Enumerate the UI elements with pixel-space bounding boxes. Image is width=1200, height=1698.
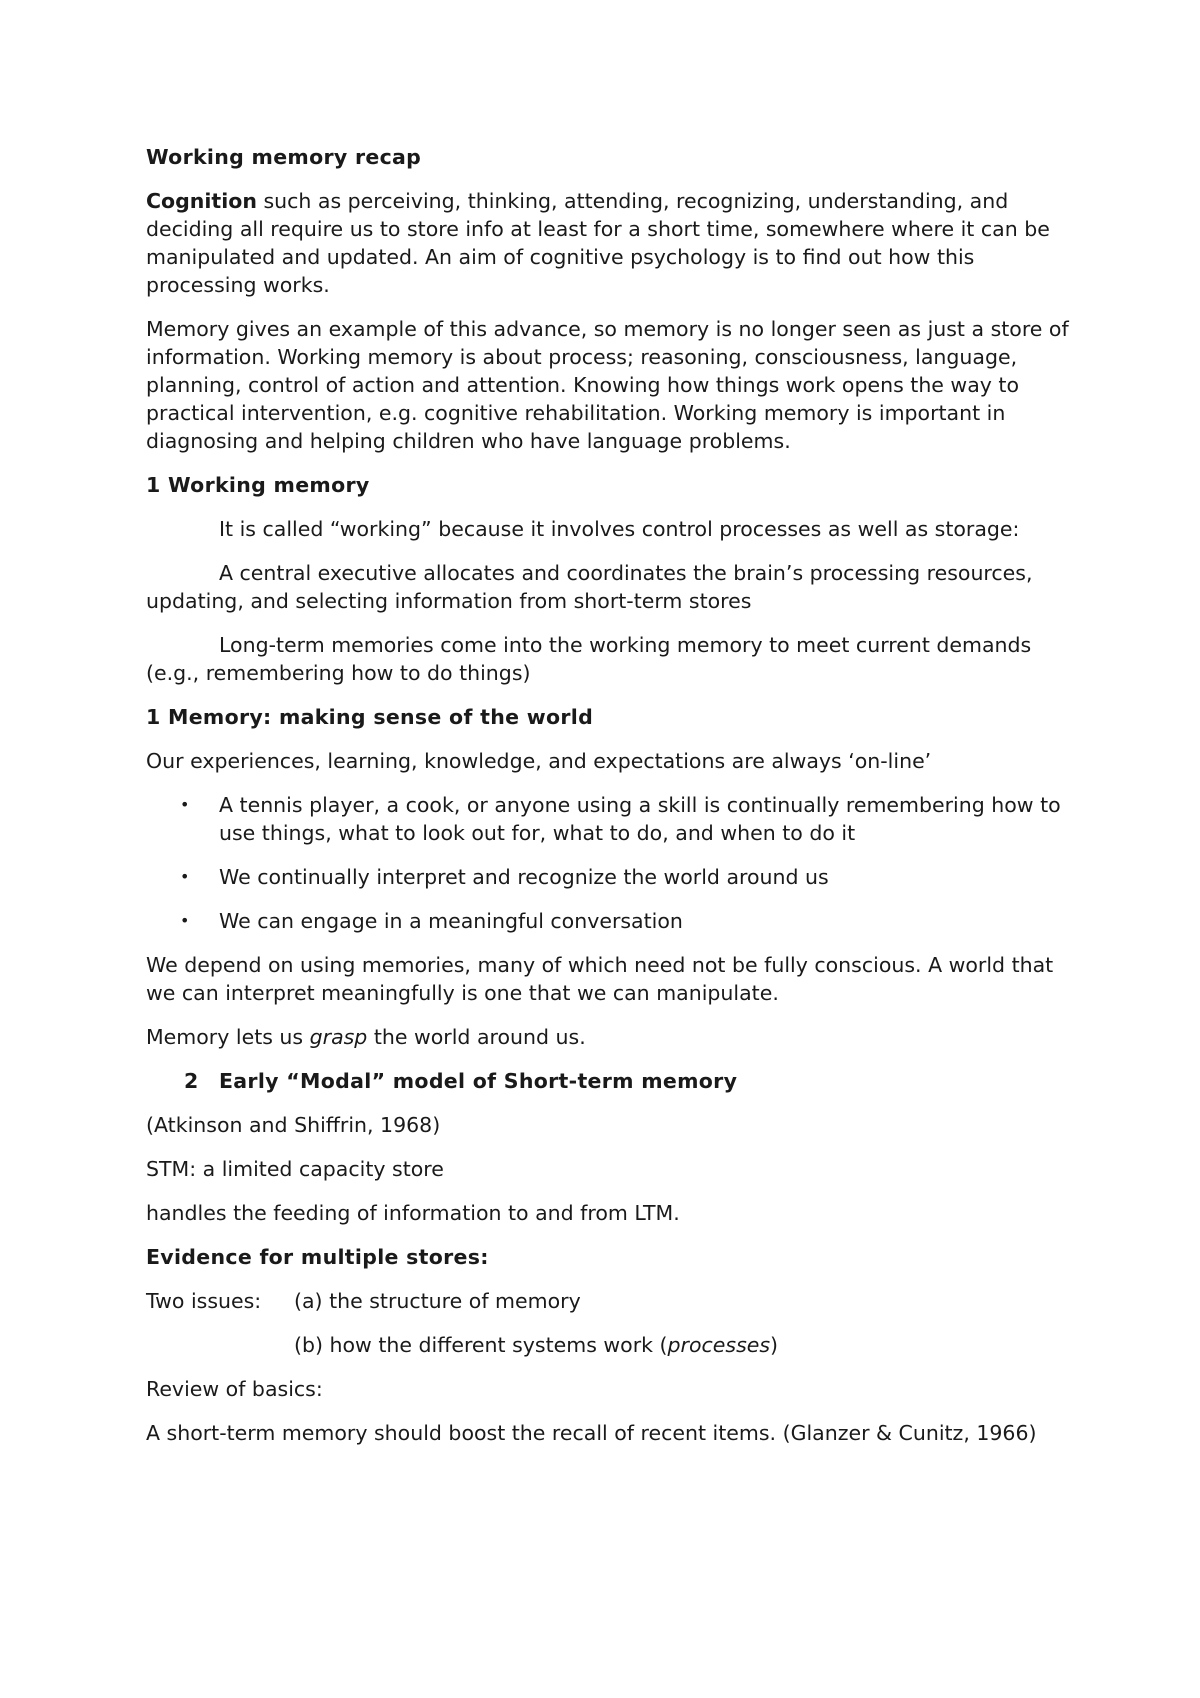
section-number: 2 [184, 1069, 199, 1093]
bullet-icon: • [180, 867, 190, 886]
issue-a: (a) the structure of memory [294, 1289, 581, 1313]
list-item [146, 907, 1076, 935]
issues-label: Two issues: [146, 1289, 262, 1313]
review-label: Review of basics: [146, 1377, 323, 1401]
grasp-text-after: the world around us. [367, 1025, 586, 1049]
working-memory-paragraph-3: Long-term memories come into the working memory to meet current demands (e.g., remembering how to do things) [146, 633, 1032, 685]
list-item [146, 791, 1076, 847]
intro-paragraph [146, 187, 1076, 299]
intro-text: such as perceiving, thinking, attending, recognizing, understanding, and deciding all require us to store info at least for a short time, somewhere where it can be manipulated and updated. An aim of cognitive psychology is to find out how this processing works. [146, 189, 1050, 297]
memory-paragraph: Memory gives an example of this advance, so memory is no longer seen as just a store of information. Working memory is about process; reasoning, consciousness, language, planning, control of action and attention. Knowing how things work opens the way to practical intervention, e.g. cognitive rehabilitation. Working memory is important in diagnosing and helping children who have language problems. [146, 317, 1069, 453]
document-title: Working memory recap [146, 145, 422, 169]
issue-b [146, 1331, 1076, 1359]
list-item-text: We can engage in a meaningful conversation [219, 909, 683, 933]
stm-definition: STM: a limited capacity store [146, 1157, 444, 1181]
issue-b-emphasis: processes [667, 1333, 771, 1357]
stm-handles: handles the feeding of information to and from LTM. [146, 1201, 680, 1225]
depend-paragraph: We depend on using memories, many of which need not be fully conscious. A world that we can interpret meaningfully is one that we can manipulate. [146, 953, 1054, 1005]
evidence-heading: Evidence for multiple stores: [146, 1245, 489, 1269]
issue-b-text-before: (b) how the different systems work ( [294, 1333, 668, 1357]
grasp-paragraph [146, 1023, 1076, 1051]
citation: (Atkinson and Shiffrin, 1968) [146, 1113, 441, 1137]
making-sense-lead: Our experiences, learning, knowledge, and expectations are always ‘on-line’ [146, 749, 932, 773]
final-paragraph: A short-term memory should boost the recall of recent items. (Glanzer & Cunitz, 1966) [146, 1421, 1037, 1445]
grasp-emphasis: grasp [309, 1025, 368, 1049]
working-memory-paragraph-2: A central executive allocates and coordinates the brain’s processing resources, updating, and selecting information from short-term stores [146, 561, 1033, 613]
section-heading-making-sense: 1 Memory: making sense of the world [146, 705, 594, 729]
list-item-text: A tennis player, a cook, or anyone using a skill is continually remembering how to use things, what to look out for, what to do, and when to do it [219, 793, 1061, 845]
document-page [146, 143, 1076, 1463]
section-heading-text: Early “Modal” model of Short-term memory [219, 1069, 738, 1093]
intro-bold-term: Cognition [146, 189, 257, 213]
section-heading-modal-model [146, 1067, 1076, 1095]
bullet-icon: • [180, 911, 190, 930]
issue-b-text-after: ) [770, 1333, 779, 1357]
list-item [146, 863, 1076, 891]
bullet-list [146, 791, 1076, 935]
grasp-text-before: Memory lets us [146, 1025, 310, 1049]
issues-row [146, 1287, 1076, 1315]
working-memory-paragraph-1: It is called “working” because it involves control processes as well as storage: [219, 517, 1020, 541]
section-heading-working-memory: 1 Working memory [146, 473, 370, 497]
bullet-icon: • [180, 795, 190, 814]
list-item-text: We continually interpret and recognize the world around us [219, 865, 829, 889]
